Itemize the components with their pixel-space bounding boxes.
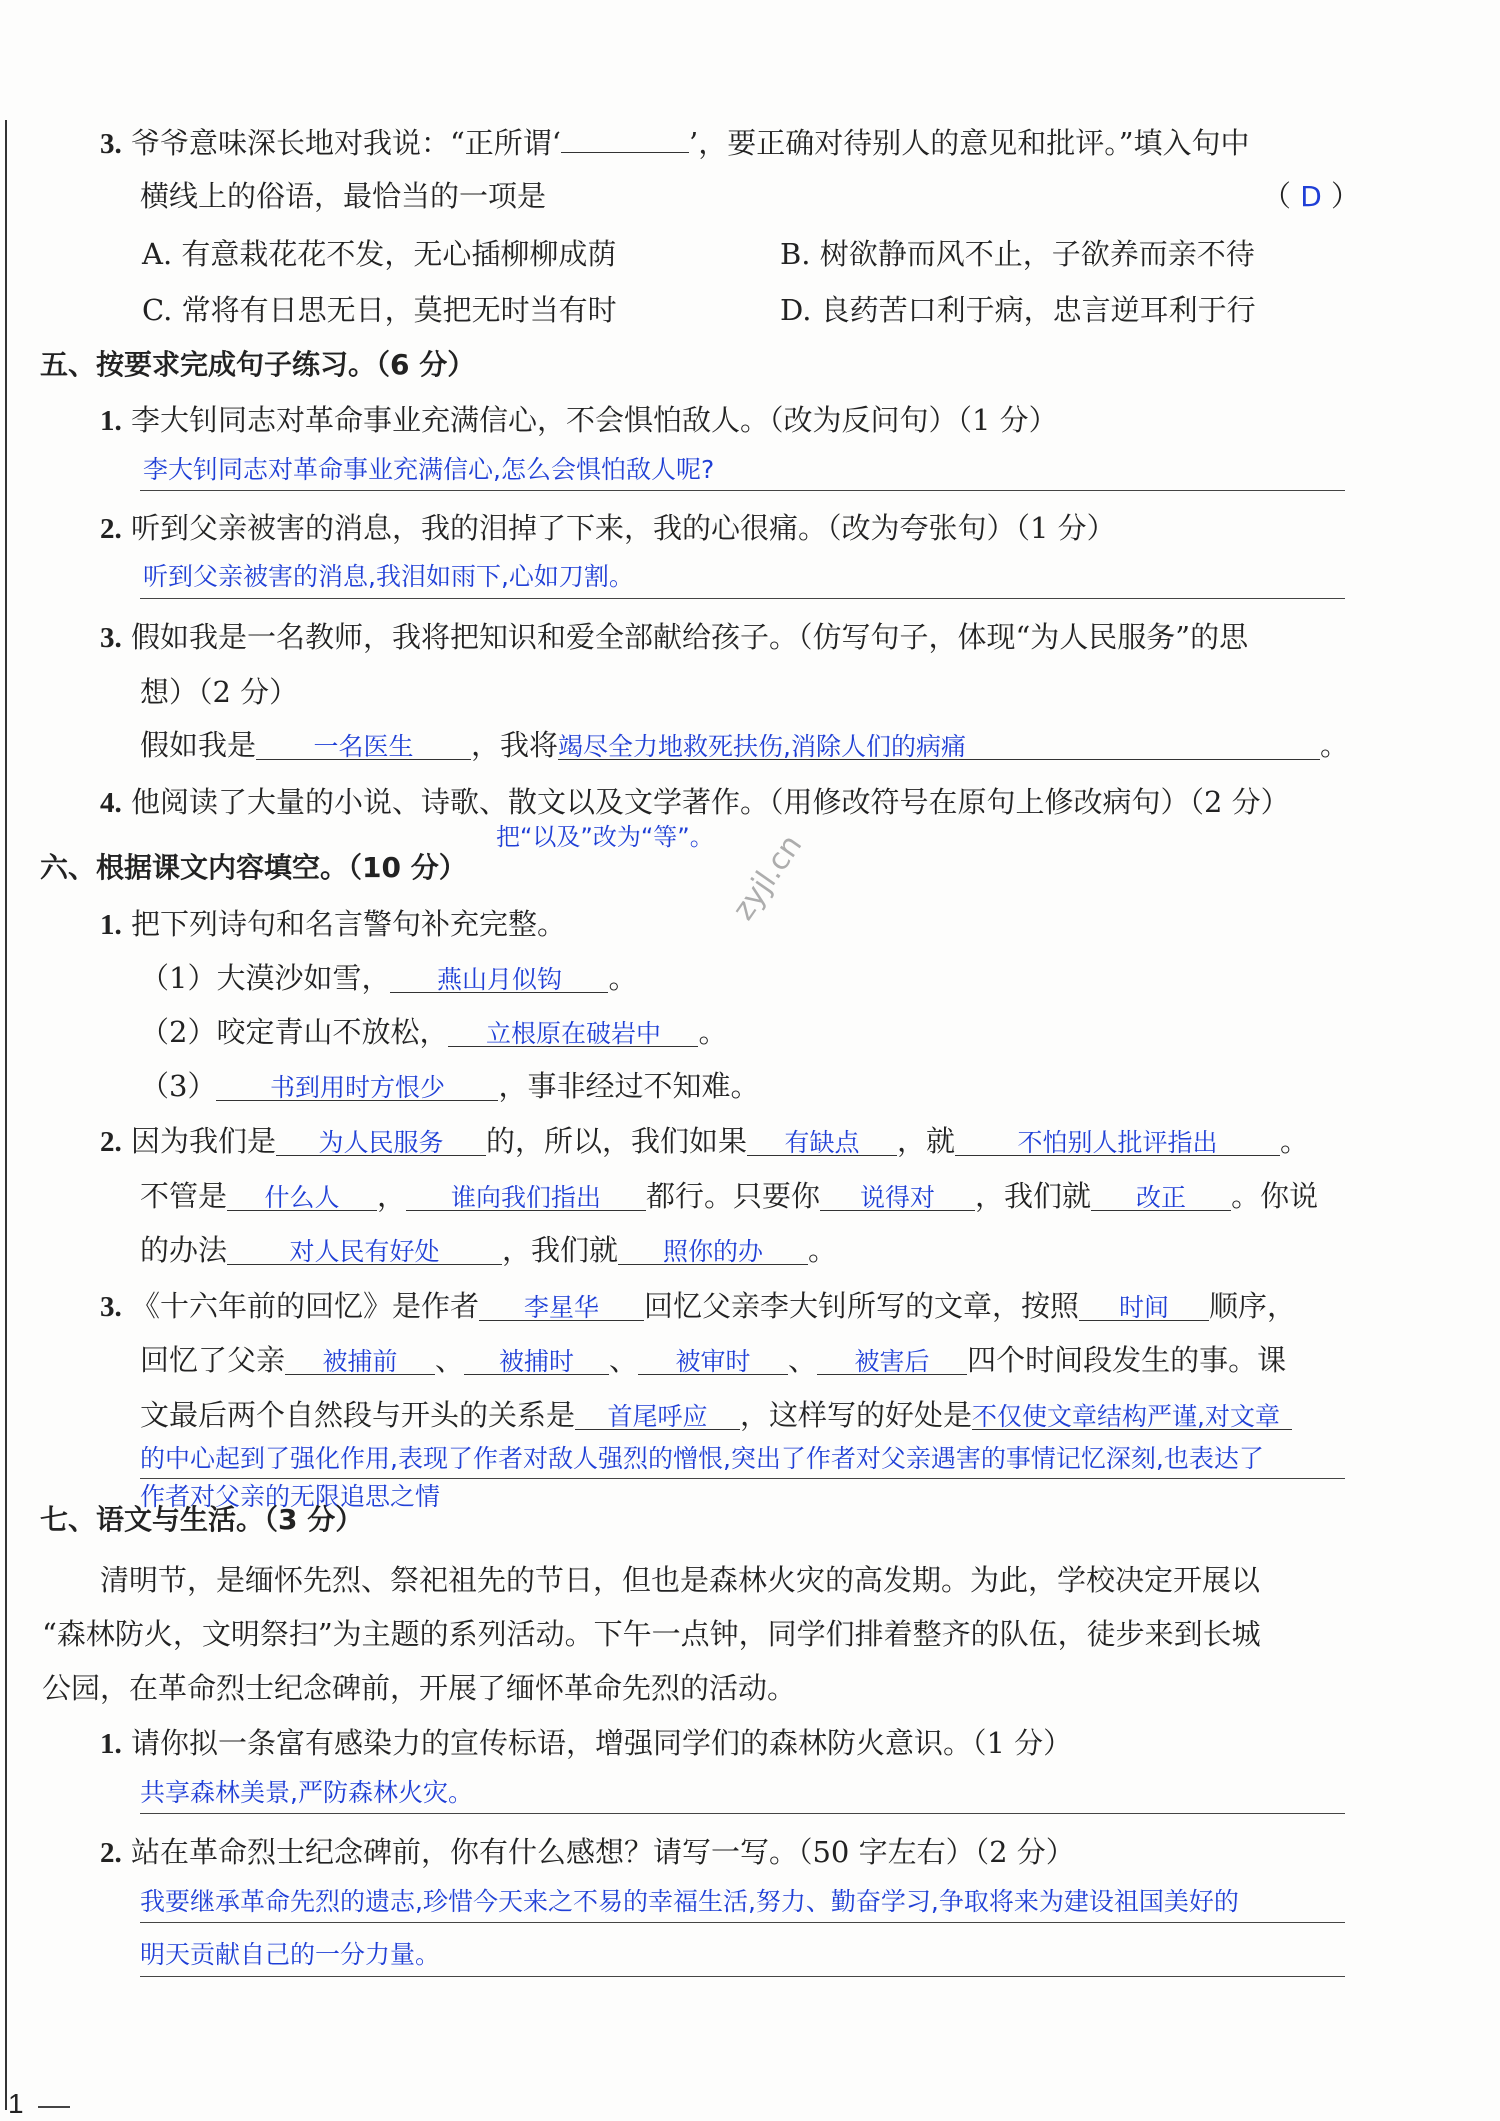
s5-q1: 1. 李大钊同志对革命事业充满信心，不会惧怕敌人。（改为反问句）（1 分）	[100, 403, 1058, 437]
s6-q2-blank2[interactable]: 有缺点	[747, 1121, 897, 1156]
s6-q3-blank3[interactable]: 被捕前	[285, 1340, 435, 1375]
q3-option-c: C. 常将有日思无日，莫把无时当有时	[142, 293, 617, 327]
s6-p2: （2）咬定青山不放松， 立根原在破岩中 。	[140, 1012, 727, 1052]
s6-q3-line3: 文最后两个自然段与开头的关系是 首尾呼应 ，这样写的好处是不仅使文章结构严谨,对文章	[140, 1395, 1292, 1435]
s5-q4: 4. 他阅读了大量的小说、诗歌、散文以及文学著作。（用修改符号在原句上修改病句）（2 分）	[100, 785, 1290, 819]
s6-q3-blank2[interactable]: 时间	[1079, 1286, 1209, 1321]
section7-title: 七、语文与生活。（3 分）	[40, 1503, 364, 1536]
s5-q2: 2. 听到父亲被害的消息，我的泪掉了下来，我的心很痛。（改为夸张句）（1 分）	[100, 511, 1116, 545]
s6-q2-blank5[interactable]: 谁向我们指出	[406, 1176, 646, 1211]
answer-line	[140, 1813, 1345, 1814]
s7-q2: 2. 站在革命烈士纪念碑前，你有什么感想？请写一写。（50 字左右）（2 分）	[100, 1835, 1075, 1869]
s6-p3: （3） 书到用时方恨少 ，事非经过不知难。	[140, 1066, 759, 1106]
s6-q2-line2: 不管是 什么人 ， 谁向我们指出 都行。只要你 说得对 ，我们就 改正 。你说	[140, 1176, 1318, 1216]
q3-answer-bracket: （ D ）	[1262, 179, 1360, 213]
s6-q3-blank1[interactable]: 李星华	[479, 1286, 644, 1321]
s7-q1: 1. 请你拟一条富有感染力的宣传标语，增强同学们的森林防火意识。（1 分）	[100, 1726, 1073, 1760]
s6-q2-blank7[interactable]: 改正	[1091, 1176, 1231, 1211]
answer-line	[140, 1922, 1345, 1923]
s7-q2-answer-line1: 我要继承革命先烈的遗志,珍惜今天来之不易的幸福生活,努力、勤奋学习,争取将来为建设祖国美好的	[140, 1887, 1239, 1916]
s6-q3-line2: 回忆了父亲 被捕前 、 被捕时 、 被审时 、 被害后 四个时间段发生的事。课	[140, 1340, 1286, 1380]
s7-para-line1: 清明节，是缅怀先烈、祭祀祖先的节日，但也是森林火灾的高发期。为此，学校决定开展以	[100, 1563, 1261, 1597]
answer-line	[140, 1478, 1345, 1479]
s5-q4-answer: 把“以及”改为“等”。	[496, 823, 714, 851]
s6-q2-blank8[interactable]: 对人民有好处	[227, 1230, 502, 1265]
q3-option-d: D. 良药苦口利于病，忠言逆耳利于行	[780, 293, 1256, 327]
s5-q3-line1: 3. 假如我是一名教师，我将把知识和爱全部献给孩子。（仿写句子，体现“为人民服务”的思	[100, 620, 1249, 654]
s5-q3-fill: 假如我是 一名医生 ，我将竭尽全力地救死扶伤,消除人们的病痛 。	[140, 725, 1349, 765]
s6-q3-blank5[interactable]: 被审时	[638, 1340, 788, 1375]
answer-line	[140, 1976, 1345, 1977]
section5-title: 五、按要求完成句子练习。（6 分）	[40, 348, 476, 381]
q3-option-b: B. 树欲静而风不止，子欲养而亲不待	[780, 237, 1255, 271]
watermark: zyjl.cn	[725, 828, 810, 927]
s6-q3-blank6[interactable]: 被害后	[817, 1340, 967, 1375]
s6-p1-blank[interactable]: 燕山月似钩	[390, 958, 608, 993]
s6-p3-blank[interactable]: 书到用时方恨少	[216, 1066, 498, 1101]
s7-para-line2: “森林防火，文明祭扫”为主题的系列活动。下午一点钟，同学们排着整齐的队伍，徒步来到长城	[42, 1617, 1261, 1651]
s6-p1: （1）大漠沙如雪， 燕山月似钩 。	[140, 958, 637, 998]
s6-q2-blank3[interactable]: 不怕别人批评指出	[955, 1121, 1280, 1156]
s6-q2-blank1[interactable]: 为人民服务	[276, 1121, 486, 1156]
s5-q2-answer: 听到父亲被害的消息,我泪如雨下,心如刀割。	[143, 562, 634, 591]
answer-line	[140, 598, 1345, 599]
s6-q2-blank4[interactable]: 什么人	[227, 1176, 377, 1211]
s6-q3-answer-start[interactable]: 不仅使文章结构严谨,对文章	[972, 1395, 1292, 1430]
answer-line	[140, 490, 1345, 491]
s5-q3-line2: 想）（2 分）	[140, 675, 299, 709]
s5-q3-blank1[interactable]: 一名医生	[256, 725, 471, 760]
s5-q3-blank2[interactable]: 竭尽全力地救死扶伤,消除人们的病痛	[558, 725, 1320, 760]
s6-q2-blank6[interactable]: 说得对	[820, 1176, 975, 1211]
s5-q1-answer: 李大钊同志对革命事业充满信心,怎么会惧怕敌人呢?	[143, 455, 715, 484]
s6-q3-answer-line2: 的中心起到了强化作用,表现了作者对敌人强烈的憎恨,突出了作者对父亲遇害的事情记忆深刻,也表达了	[140, 1444, 1264, 1473]
q3-answer: D	[1300, 180, 1322, 213]
s6-q3-answer-line3: 作者对父亲的无限追思之情	[140, 1482, 441, 1511]
s7-q1-answer: 共享森林美景,严防森林火灾。	[140, 1778, 473, 1807]
q3-line2: 横线上的俗语，最恰当的一项是	[140, 179, 547, 213]
s7-para-line3: 公园，在革命烈士纪念碑前，开展了缅怀革命先烈的活动。	[42, 1671, 797, 1705]
s6-q1: 1. 把下列诗句和名言警句补充完整。	[100, 907, 566, 941]
s6-q3-line1: 3. 《十六年前的回忆》是作者 李星华 回忆父亲李大钊所写的文章，按照 时间 顺序，	[100, 1286, 1296, 1327]
s6-q2-blank9[interactable]: 照你的办	[618, 1230, 808, 1265]
section6-title: 六、根据课文内容填空。（10 分）	[40, 851, 467, 884]
s6-q2-line1: 2. 因为我们是 为人民服务 的，所以，我们如果 有缺点 ，就 不怕别人批评指出 。	[100, 1121, 1309, 1162]
s7-q2-answer-line2: 明天贡献自己的一分力量。	[140, 1940, 441, 1969]
s6-q2-line3: 的办法 对人民有好处 ，我们就 照你的办 。	[140, 1230, 837, 1270]
q3-blank[interactable]	[561, 118, 689, 153]
page-number: 1	[8, 2088, 24, 2119]
s6-q3-blank4[interactable]: 被捕时	[464, 1340, 609, 1375]
margin-line	[5, 120, 7, 2110]
q3-option-a: A. 有意栽花花不发，无心插柳柳成荫	[142, 237, 617, 271]
s6-q3-blank7[interactable]: 首尾呼应	[575, 1395, 740, 1430]
q3-line1: 3. 爷爷意味深长地对我说：“正所谓‘ ’，要正确对待别人的意见和批评。”填入句中	[100, 118, 1250, 164]
s6-p2-blank[interactable]: 立根原在破岩中	[448, 1012, 698, 1047]
page-number-dash	[38, 2106, 70, 2108]
